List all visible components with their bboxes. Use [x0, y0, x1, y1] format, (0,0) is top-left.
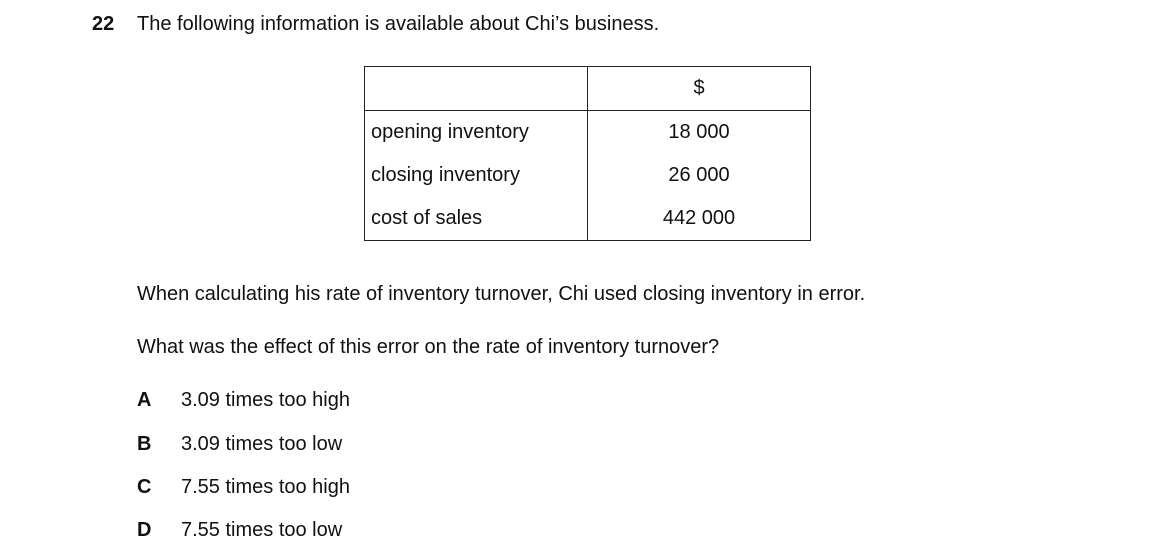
row-value-cost-of-sales: 442 000: [588, 197, 811, 241]
table-header-row: [365, 67, 811, 111]
option-d[interactable]: [137, 519, 342, 542]
row-label-closing-inventory: closing inventory: [365, 154, 588, 197]
row-value-closing-inventory: 26 000: [588, 154, 811, 197]
row-label-opening-inventory: opening inventory: [365, 111, 588, 155]
option-d-text: 7.55 times too low: [181, 519, 343, 541]
question-prompt: What was the effect of this error on the rate of inventory turnover?: [137, 336, 720, 358]
option-d-letter: D: [137, 519, 152, 541]
table-row: [365, 111, 811, 155]
table-header-label: [365, 67, 588, 111]
table-row: [365, 197, 811, 241]
question-number: 22: [92, 13, 115, 35]
option-b-text: 3.09 times too low: [181, 433, 343, 455]
option-c-letter: C: [137, 476, 152, 498]
question-statement: When calculating his rate of inventory turnover, Chi used closing inventory in error.: [137, 283, 866, 305]
row-value-opening-inventory: 18 000: [588, 111, 811, 155]
inventory-table: [364, 66, 811, 241]
option-b-letter: B: [137, 433, 152, 455]
table-header-currency: $: [588, 67, 811, 111]
option-a-letter: A: [137, 389, 152, 411]
option-b[interactable]: [137, 433, 342, 456]
question-intro: The following information is available about Chi’s business.: [137, 13, 660, 35]
table-row: [365, 154, 811, 197]
row-label-cost-of-sales: cost of sales: [365, 197, 588, 241]
option-c[interactable]: [137, 476, 350, 499]
option-c-text: 7.55 times too high: [181, 476, 350, 498]
option-a-text: 3.09 times too high: [181, 389, 350, 411]
option-a[interactable]: [137, 389, 350, 412]
